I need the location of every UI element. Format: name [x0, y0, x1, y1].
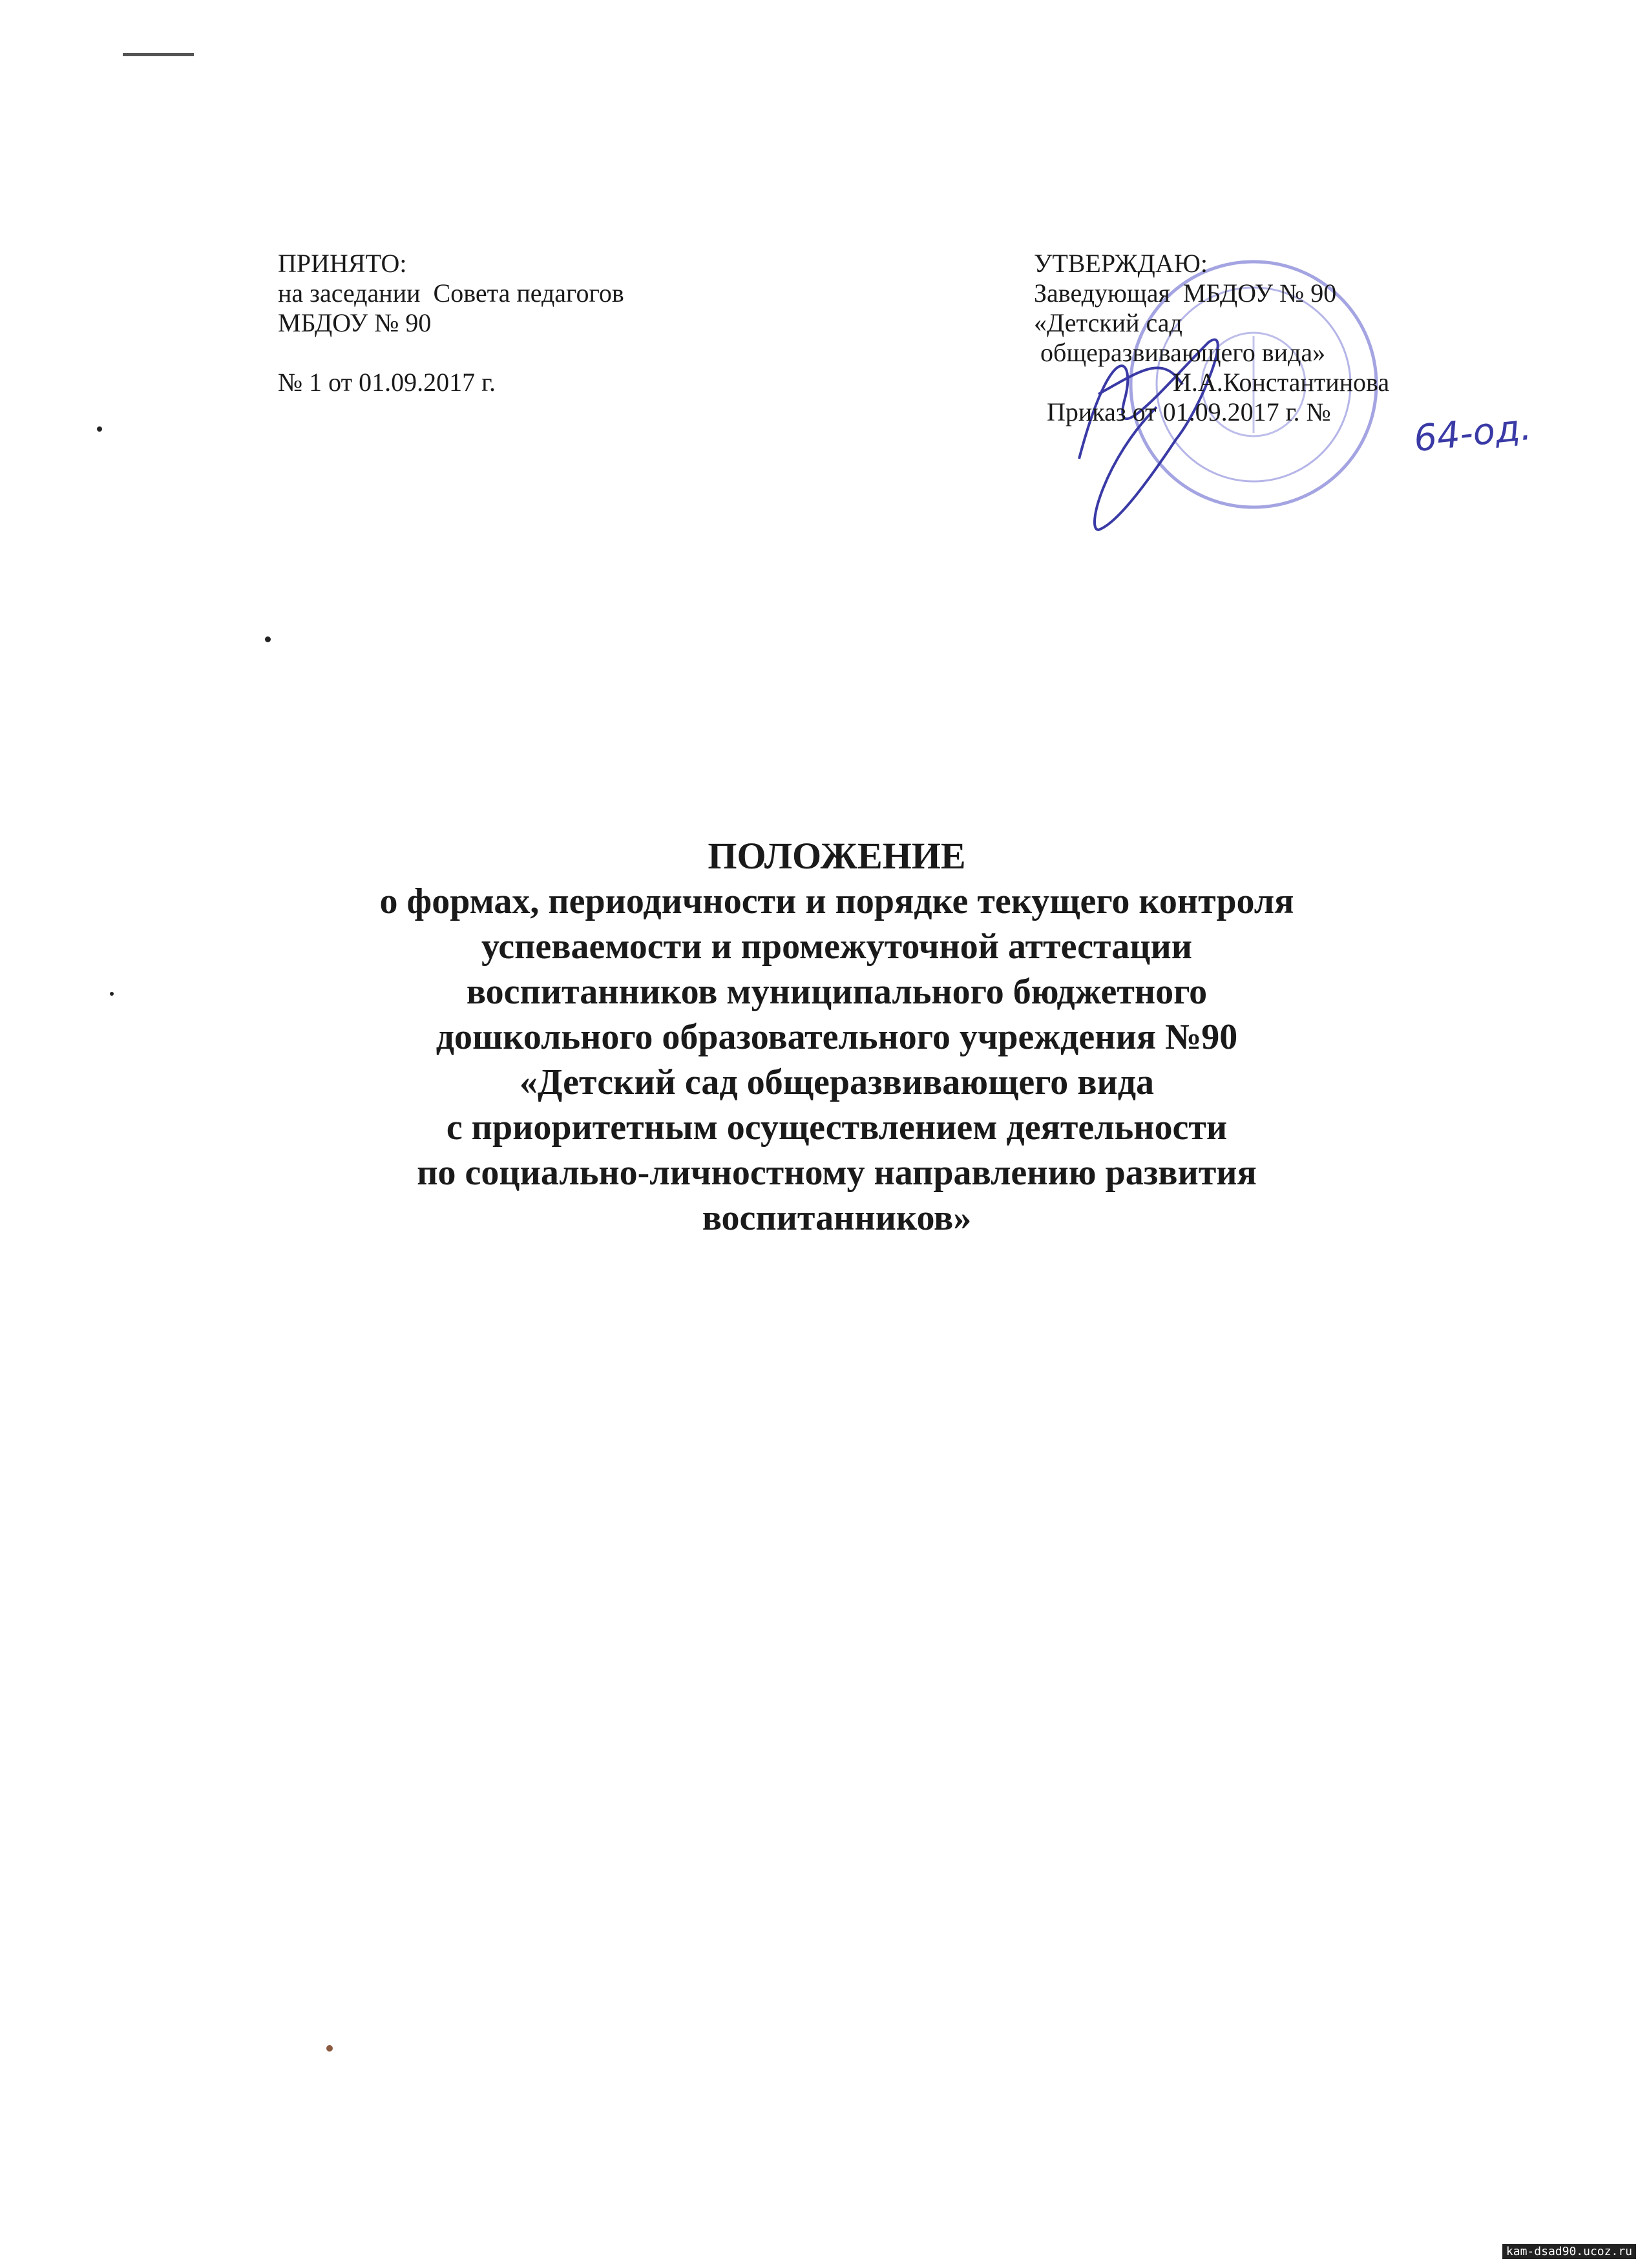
document-title	[213, 834, 1460, 1241]
title-line: «Детский сад общеразвивающего вида	[519, 1062, 1155, 1102]
protocol-line: № 1 от 01.09.2017 г.	[278, 368, 496, 397]
scan-speck	[326, 2045, 333, 2052]
kindergarten-name-line-1: «Детский сад	[1034, 308, 1182, 337]
signature-name: И.А.Константинова	[1173, 368, 1390, 397]
accepted-label: ПРИНЯТО:	[278, 249, 407, 278]
meeting-line: на заседании Совета педагогов	[278, 278, 624, 308]
title-line: успеваемости и промежуточной аттестации	[481, 927, 1192, 967]
approval-approve-block	[1034, 249, 1389, 427]
title-line: воспитанников муниципального бюджетного	[466, 972, 1208, 1012]
kindergarten-name-line-2: общеразвивающего вида»	[1034, 338, 1326, 367]
scan-mark-top-left	[123, 53, 194, 56]
title-line: дошкольного образовательного учреждения №90	[436, 1017, 1238, 1057]
handwritten-order-number: 64-од.	[1412, 406, 1534, 461]
scan-speck	[97, 426, 102, 432]
footer-url: kam-dsad90.ucoz.ru	[1502, 2244, 1636, 2259]
scan-speck	[265, 636, 271, 642]
head-line: Заведующая МБДОУ № 90	[1034, 278, 1337, 308]
approve-label: УТВЕРЖДАЮ:	[1034, 249, 1208, 278]
approval-accepted-block	[278, 249, 624, 397]
institution-line: МБДОУ № 90	[278, 308, 432, 337]
title-line: о формах, периодичности и порядке текущего контроля	[379, 881, 1294, 921]
title-line: с приоритетным осуществлением деятельности	[446, 1108, 1228, 1148]
title-line: воспитанников»	[702, 1198, 972, 1238]
title-line: по социально-личностному направлению развития	[417, 1153, 1257, 1193]
scan-speck	[110, 992, 114, 996]
title-heading: ПОЛОЖЕНИЕ	[708, 835, 966, 877]
order-line: Приказ от 01.09.2017 г. №	[1047, 397, 1331, 426]
